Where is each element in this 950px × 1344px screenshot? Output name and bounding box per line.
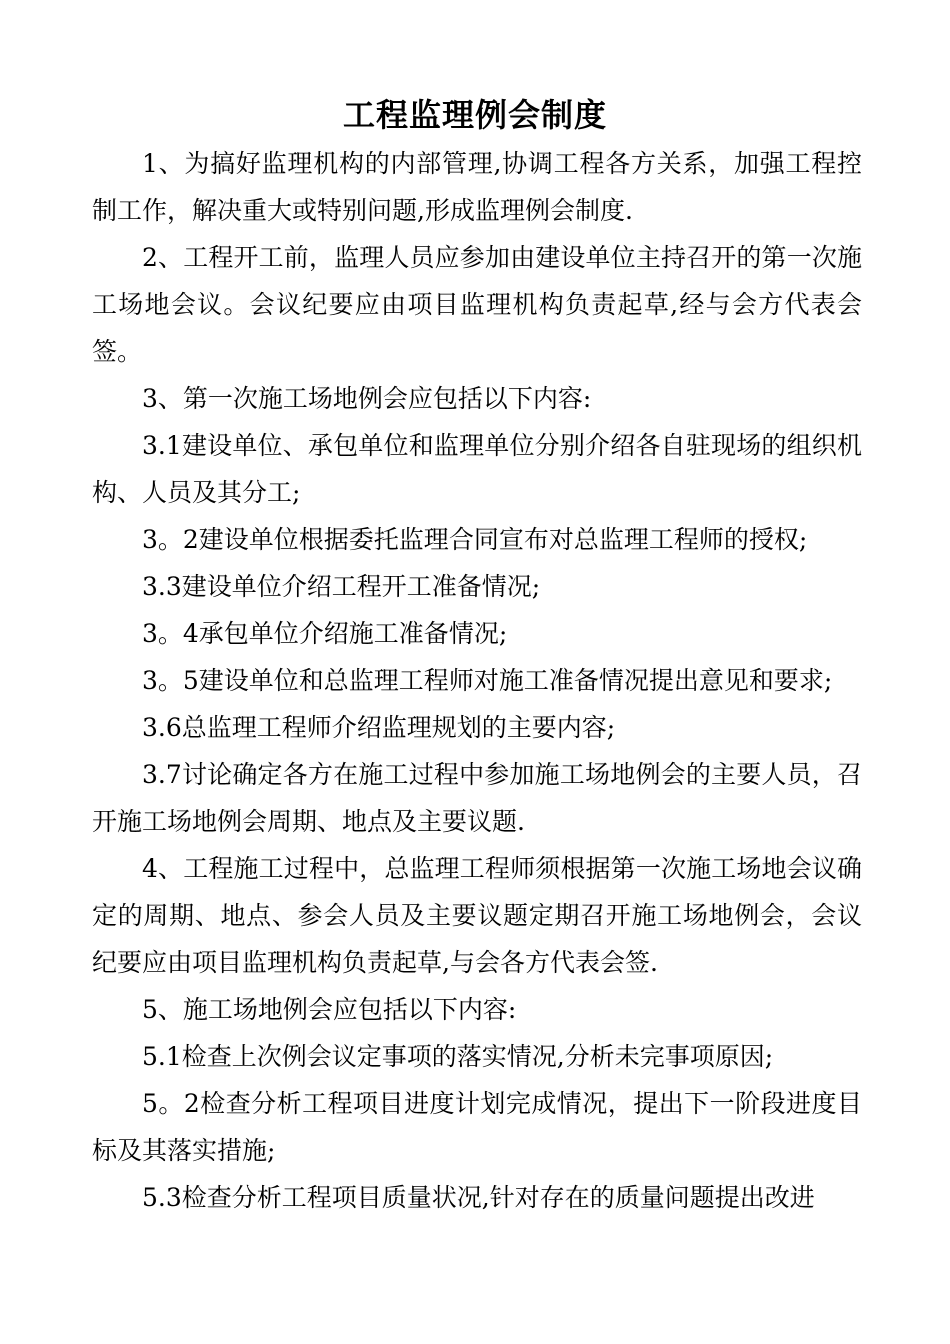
paragraph-5-2: 5。2检查分析工程项目进度计划完成情况，提出下一阶段进度目标及其落实措施; [92,1089,862,1165]
paragraph-1: 1、为搞好监理机构的内部管理,协调工程各方关系，加强工程控制工作，解决重大或特别问题,形成监理例会制度. [92,149,862,225]
document-title: 工程监理例会制度 [342,96,607,134]
paragraph-3-2: 3。2建设单位根据委托监理合同宣布对总监理工程师的授权; [142,525,808,554]
paragraph-3-5: 3。5建设单位和总监理工程师对施工准备情况提出意见和要求; [142,666,833,695]
paragraph-3-7: 3.7讨论确定各方在施工过程中参加施工场地例会的主要人员，召开施工场地例会周期、地点及主要议题. [92,760,862,836]
document-body [92,140,862,1221]
paragraph-3-1: 3.1建设单位、承包单位和监理单位分别介绍各自驻现场的组织机构、人员及其分工; [92,431,862,507]
paragraph-3: 3、第一次施工场地例会应包括以下内容: [142,384,592,413]
paragraph-2: 2、工程开工前，监理人员应参加由建设单位主持召开的第一次施工场地会议。会议纪要应由项目监理机构负责起草,经与会方代表会签。 [92,243,862,366]
paragraph-5-3: 5.3检查分析工程项目质量状况,针对存在的质量问题提出改进 [142,1183,815,1212]
paragraph-4: 4、工程施工过程中，总监理工程师须根据第一次施工场地会议确定的周期、地点、参会人员及主要议题定期召开施工场地例会，会议纪要应由项目监理机构负责起草,与会各方代表会签. [92,854,862,977]
paragraph-5-1: 5.1检查上次例会议定事项的落实情况,分析未完事项原因; [142,1042,774,1071]
paragraph-5: 5、施工场地例会应包括以下内容: [142,995,517,1024]
paragraph-3-3: 3.3建设单位介绍工程开工准备情况; [142,572,541,601]
paragraph-3-4: 3。4承包单位介绍施工准备情况; [142,619,508,648]
paragraph-3-6: 3.6总监理工程师介绍监理规划的主要内容; [142,713,616,742]
